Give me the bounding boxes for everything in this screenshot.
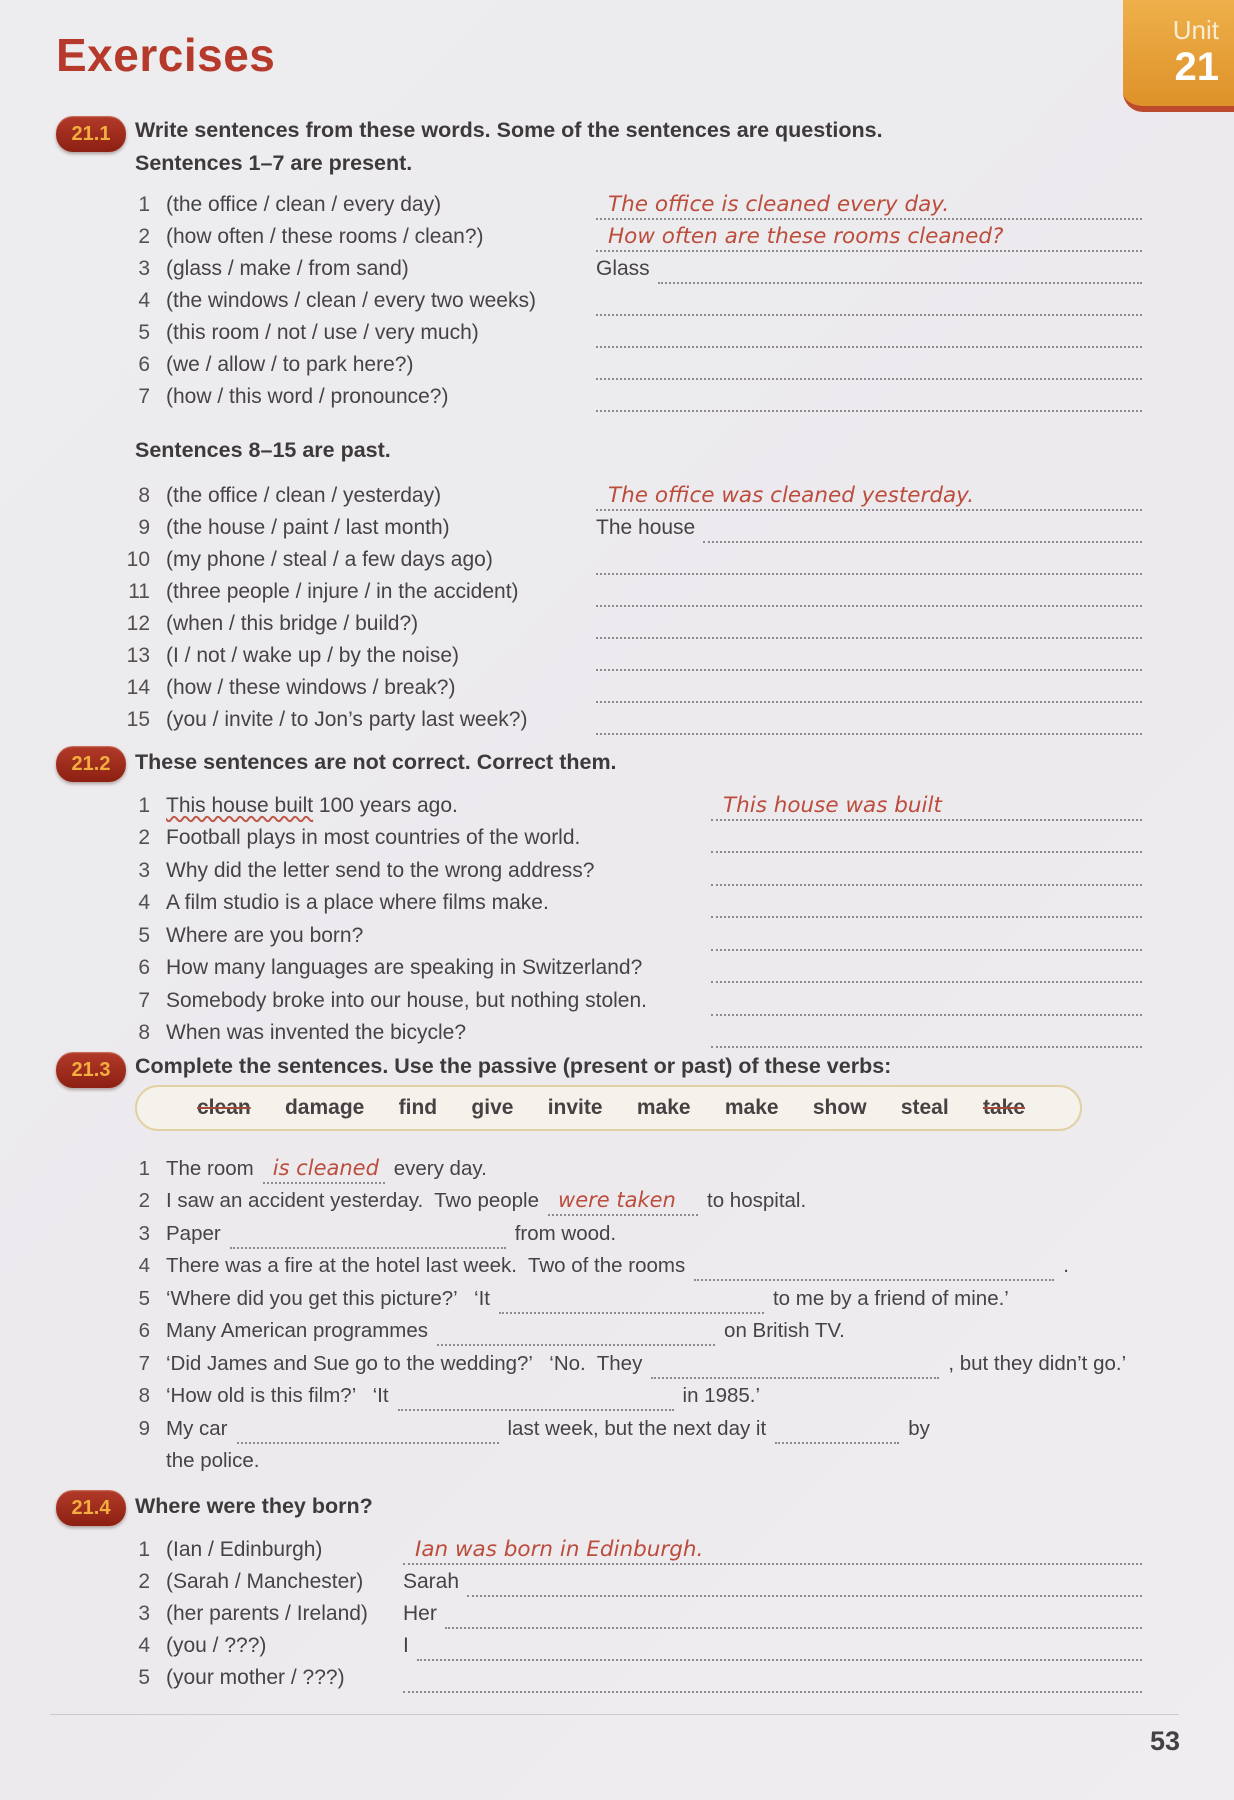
answer-line [658,253,1142,284]
answer-line [596,317,1142,348]
item-number: 9 [138,1416,150,1440]
exercise-item [0,1629,1234,1661]
answer-line [596,608,1142,639]
item-number: 8 [138,1021,150,1044]
exercise-item [0,1151,1234,1184]
exercise-item [0,1314,1234,1347]
wavy-underlined-text: This house built [166,793,314,817]
answer-line [711,920,1142,951]
correction-items [0,788,1234,1048]
item-number: 3 [138,1602,150,1625]
handwritten-answer: How often are these rooms cleaned? [608,224,1004,249]
present-items [0,188,1234,412]
item-prompt: (three people / injure / in the accident) [166,580,519,603]
item-number: 9 [138,516,150,539]
exercise-item [0,886,1234,919]
exercise-item [0,348,1234,380]
item-number: 1 [138,1156,150,1180]
item-number: 5 [138,321,150,344]
item-prompt: (Sarah / Manchester) [166,1570,364,1593]
exercise-21-2 [0,746,1234,1048]
item-prompt: (we / allow / to park here?) [166,353,414,376]
item-prompt: (how / this word / pronounce?) [166,385,449,408]
item-number: 7 [138,385,150,408]
sentence-end: by [908,1416,930,1440]
exercise-item [0,639,1234,671]
item-number: 4 [138,891,150,914]
exercise-21-1 [0,114,1234,735]
sentence-end: , but they didn’t go.’ [948,1351,1127,1375]
item-sentence: Football plays in most countries of the world. [166,826,581,849]
exercise-item [0,1016,1234,1049]
footer-rule [50,1714,1179,1715]
exercise-item [0,575,1234,607]
answer-prefix: I [403,1634,409,1657]
exercise-21-4-heading: Where were they born? [135,1494,373,1518]
exercise-item [0,188,1234,220]
item-prompt: (your mother / ???) [166,1666,345,1689]
verb-steal: steal [900,1096,949,1119]
exercise-item [0,284,1234,316]
sentence-end: . [1063,1254,1069,1277]
answer-blank [775,1413,899,1444]
item-number: 7 [138,988,150,1012]
answer-blank [548,1185,698,1216]
verb-damage: damage [284,1096,365,1119]
sentence-start: I saw an accident yesterday. Two people [166,1189,540,1212]
exercise-21-3 [0,1050,1234,1476]
exercise-item [0,607,1234,639]
exercise-item [0,1184,1234,1217]
item-prompt: (my phone / steal / a few days ago) [166,548,493,571]
exercise-item [0,316,1234,348]
item-prompt: (how often / these rooms / clean?) [166,225,484,248]
answer-line [417,1630,1142,1661]
exercise-item [0,479,1234,511]
item-number: 8 [138,484,150,507]
item-sentence: Where are you born? [166,923,364,947]
exercise-item [0,983,1234,1016]
exercise-21-1-subheading-past: Sentences 8–15 are past. [135,438,391,462]
exercise-item [0,252,1234,284]
page-title: Exercises [56,29,276,81]
answer-line [596,672,1142,703]
exercise-item [0,1597,1234,1629]
answer-line [711,985,1142,1016]
sentence-start: My car [166,1416,228,1440]
item-sentence: Somebody broke into our house, but nothing stolen. [166,988,647,1012]
item-prompt: (I / not / wake up / by the noise) [166,644,459,667]
handwritten-answer: The office was cleaned yesterday. [608,483,975,508]
exercise-item [0,1533,1234,1565]
unit-label: Unit [1172,15,1219,45]
answer-prefix: Glass [596,257,650,280]
answer-blank [398,1380,674,1411]
exercise-item [0,1565,1234,1597]
item-prompt: (the house / paint / last month) [166,516,450,539]
item-sentence: How many languages are speaking in Switzerland? [166,956,643,979]
exercise-item [0,788,1234,821]
answer-blank [230,1218,506,1249]
answer-line [711,855,1142,886]
item-number: 2 [138,826,150,849]
sentence-start: ‘Did James and Sue go to the wedding?’ ‘No. They [166,1351,643,1375]
item-prompt: (you / ???) [166,1634,267,1657]
exercise-item [0,1216,1234,1249]
item-number: 4 [138,1254,150,1277]
exercise-item [0,511,1234,543]
item-number: 4 [138,289,150,312]
answer-line [596,221,1142,252]
item-number: 6 [138,956,150,979]
answer-line [596,704,1142,735]
item-number: 1 [138,793,150,817]
past-items [0,479,1234,735]
answer-blank [651,1348,939,1379]
exercise-item [0,220,1234,252]
answer-line [711,822,1142,853]
item-prompt: (you / invite / to Jon’s party last week?) [166,708,528,731]
exercise-21-4-badge: 21.4 [56,1490,126,1526]
item-number: 6 [138,1319,150,1342]
sentence-start: The room [166,1156,254,1180]
exercise-21-3-badge: 21.3 [56,1052,126,1088]
verb-take-struck: take [982,1096,1025,1119]
exercise-item-continuation [0,1444,1234,1477]
item-number: 2 [138,225,150,248]
exercise-21-2-badge: 21.2 [56,746,126,782]
item-sentence [166,790,711,821]
item-number: 5 [138,923,150,947]
sentence-start: Many American programmes [166,1319,429,1342]
exercise-21-1-badge: 21.1 [56,116,126,152]
handwritten-answer: The office is cleaned every day. [608,192,950,217]
item-sentence: A film studio is a place where films make. [166,891,549,914]
answer-blank [499,1283,764,1314]
exercise-item [0,853,1234,886]
answer-line [596,480,1142,511]
item-prompt: (when / this bridge / build?) [166,612,419,635]
item-number: 1 [138,1538,150,1561]
answer-line [596,285,1142,316]
exercise-item [0,1249,1234,1282]
exercise-item [0,1661,1234,1693]
answer-blank [237,1413,499,1444]
item-prompt: (her parents / Ireland) [166,1602,368,1625]
item-number: 8 [138,1384,150,1407]
answer-line [596,544,1142,575]
item-number: 3 [138,1221,150,1245]
item-prompt: (the windows / clean / every two weeks) [166,289,536,312]
answer-line [467,1566,1142,1597]
answer-line [596,576,1142,607]
item-number: 2 [138,1189,150,1212]
exercise-21-1-subheading-present: Sentences 1–7 are present. [135,151,413,175]
handwritten-answer: were taken [558,1188,676,1212]
sentence-start: Paper [166,1221,221,1245]
sentence-start: ‘How old is this film?’ ‘It [166,1384,389,1407]
answer-prefix: Her [403,1602,437,1625]
item-number: 13 [126,644,150,667]
unit-number: 21 [1174,45,1219,89]
handwritten-answer: Ian was born in Edinburgh. [415,1537,704,1562]
exercise-item [0,951,1234,984]
answer-line [596,640,1142,671]
verb-give: give [471,1096,514,1119]
answer-line [703,512,1142,543]
sentence-rest: 100 years ago. [313,793,458,817]
item-number: 4 [138,1634,150,1657]
answer-line [711,952,1142,983]
item-sentence: When was invented the bicycle? [166,1021,466,1044]
exercise-item [0,543,1234,575]
answer-line [403,1534,1142,1565]
item-prompt: (how / these windows / break?) [166,676,456,699]
item-number: 7 [138,1351,150,1375]
item-number: 6 [138,353,150,376]
item-number: 5 [138,1286,150,1310]
sentence-middle: last week, but the next day it [507,1416,767,1440]
answer-line [711,1017,1142,1048]
exercise-item [0,918,1234,951]
answer-blank [694,1250,1054,1281]
verb-invite: invite [547,1096,603,1119]
answer-line [711,887,1142,918]
exercise-21-3-heading: Complete the sentences. Use the passive (present or past) of these verbs: [135,1054,892,1078]
item-number: 5 [138,1666,150,1689]
item-prompt: (the office / clean / yesterday) [166,484,442,507]
handwritten-answer: This house was built [723,792,942,818]
item-prompt: (glass / make / from sand) [166,257,409,280]
answer-line [445,1598,1142,1629]
answer-line [711,790,1142,821]
answer-blank [263,1153,385,1184]
answer-prefix: Sarah [403,1570,460,1593]
fill-in-items [0,1151,1234,1476]
answer-line [403,1662,1142,1693]
exercise-21-2-heading: These sentences are not correct. Correct them. [135,750,617,774]
exercise-item [0,1411,1234,1444]
sentence-start: There was a fire at the hotel last week. Two of the rooms [166,1254,686,1277]
verb-show: show [812,1096,867,1119]
sentence-end: on British TV. [724,1319,845,1342]
item-number: 10 [126,548,150,571]
answer-line [596,189,1142,220]
sentence-end: from wood. [514,1221,617,1245]
exercise-21-1-heading: Write sentences from these words. Some of the sentences are questions. [135,118,883,142]
unit-badge [1123,0,1234,112]
sentence-start: ‘Where did you get this picture?’ ‘It [166,1286,490,1310]
item-prompt: (the office / clean / every day) [166,193,442,216]
born-items [0,1533,1234,1693]
item-sentence: Why did the letter send to the wrong address? [166,858,595,882]
handwritten-answer: is cleaned [272,1155,379,1180]
exercise-item [0,821,1234,854]
sentence-continuation: the police. [166,1449,260,1472]
verb-make-2: make [724,1096,779,1119]
answer-line [596,349,1142,380]
sentence-end: to hospital. [707,1189,807,1212]
item-number: 11 [128,580,150,603]
answer-prefix: The house [596,516,696,539]
item-number: 1 [138,193,150,216]
exercise-item [0,671,1234,703]
item-number: 3 [138,257,150,280]
verb-find: find [398,1096,438,1119]
verb-make: make [636,1096,691,1119]
item-number: 14 [126,676,150,699]
item-prompt: (this room / not / use / very much) [166,321,479,344]
exercise-item [0,380,1234,412]
item-number: 3 [138,858,150,882]
sentence-end: to me by a friend of mine.’ [772,1286,1009,1310]
exercise-item [0,1346,1234,1379]
item-number: 2 [138,1570,150,1593]
item-number: 15 [126,708,150,731]
exercise-item [0,1379,1234,1412]
exercise-item [0,703,1234,735]
answer-blank [437,1315,715,1346]
exercise-21-4 [0,1490,1234,1693]
exercise-item [0,1281,1234,1314]
item-prompt: (Ian / Edinburgh) [166,1538,323,1561]
verb-box [135,1085,1082,1131]
sentence-end: in 1985.’ [682,1384,761,1407]
answer-line [596,381,1142,412]
item-number: 12 [126,612,150,635]
sentence-end: every day. [393,1156,487,1180]
verb-clean-struck: clean [197,1096,251,1119]
page-number: 53 [1150,1726,1181,1756]
